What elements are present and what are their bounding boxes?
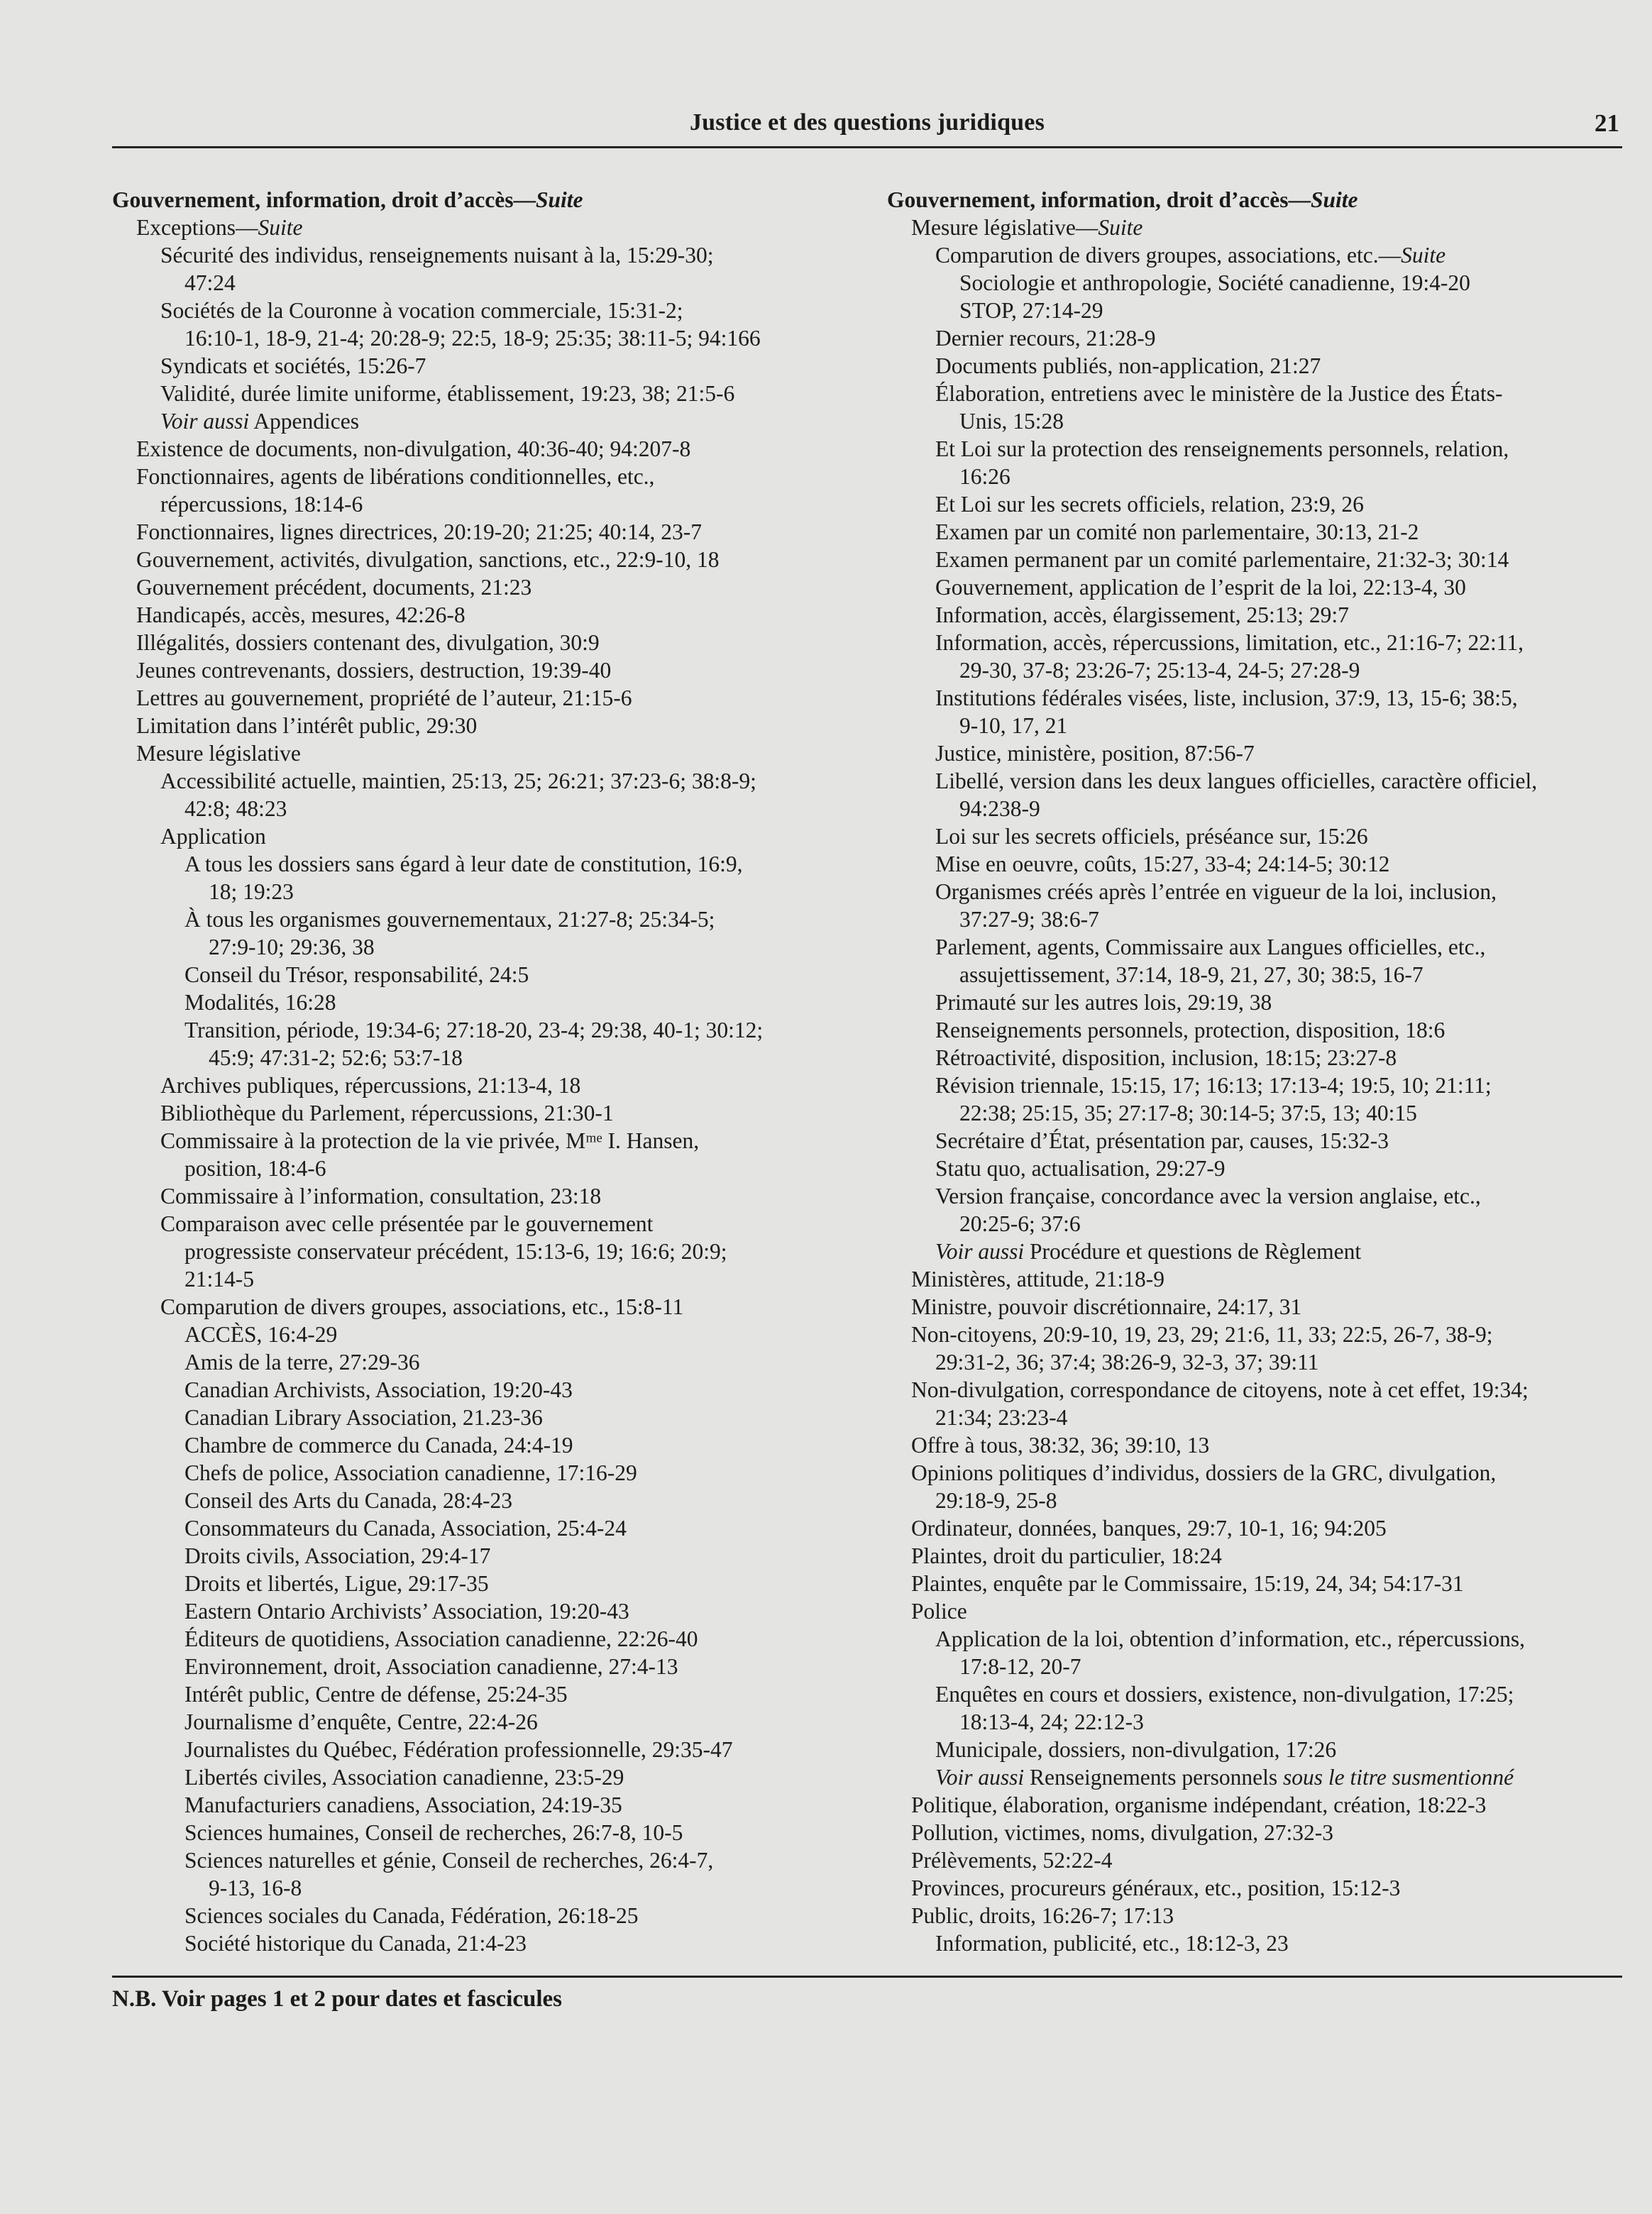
index-entry <box>887 1846 1618 1874</box>
entry-text: Limitation dans l’intérêt public, 29:30 <box>136 713 478 738</box>
index-entry <box>112 1431 879 1459</box>
index-entry <box>112 463 879 490</box>
index-entry <box>112 297 879 324</box>
entry-text: Dernier recours, 21:28-9 <box>935 326 1156 351</box>
see-also-label: Voir aussi <box>935 1239 1025 1264</box>
entry-text: Chefs de police, Association canadienne, 17:16-29 <box>185 1460 637 1485</box>
entry-text: Libertés civiles, Association canadienne, 23:5-29 <box>185 1765 624 1790</box>
entry-text: 17:8-12, 20-7 <box>959 1654 1081 1679</box>
index-entry <box>887 933 1618 961</box>
index-entry <box>112 1902 879 1929</box>
entry-text: Éditeurs de quotidiens, Association canadienne, 22:26-40 <box>185 1626 698 1651</box>
entry-text: Statu quo, actualisation, 29:27-9 <box>935 1156 1226 1181</box>
entry-text: Modalités, 16:28 <box>185 990 336 1015</box>
entry-text: Examen permanent par un comité parlementaire, 21:32-3; 30:14 <box>935 547 1509 572</box>
index-entry <box>887 1902 1618 1929</box>
left-index-column <box>112 186 879 1957</box>
entry-text: Organismes créés après l’entrée en vigueur de la loi, inclusion, <box>935 879 1497 904</box>
entry-text: Plaintes, droit du particulier, 18:24 <box>911 1543 1222 1568</box>
index-entry <box>887 1099 1618 1127</box>
index-entry <box>112 767 879 795</box>
index-entry <box>112 1155 879 1182</box>
index-entry <box>887 684 1618 712</box>
index-entry <box>887 1819 1618 1846</box>
entry-suffix: Suite <box>1098 215 1143 240</box>
index-entry <box>112 241 879 269</box>
index-entry <box>112 490 879 518</box>
entry-text: Gouvernement, information, droit d’accès— <box>887 187 1311 212</box>
entry-text: Mesure législative <box>136 741 301 766</box>
entry-text: Prélèvements, 52:22-4 <box>911 1848 1113 1873</box>
entry-text: Non-divulgation, correspondance de citoyens, note à cet effet, 19:34; <box>911 1377 1529 1402</box>
entry-text: position, 18:4-6 <box>185 1156 326 1181</box>
index-entry <box>112 380 879 407</box>
index-entry <box>887 1625 1618 1653</box>
index-entry <box>112 1099 879 1127</box>
entry-text: Comparution de divers groupes, associations, etc., 15:8-11 <box>160 1294 684 1319</box>
entry-text: 21:14-5 <box>185 1267 254 1292</box>
index-entry <box>112 1210 879 1238</box>
entry-text: 45:9; 47:31-2; 52:6; 53:7-18 <box>209 1045 463 1070</box>
index-entry <box>112 1127 879 1155</box>
entry-text: Municipale, dossiers, non-divulgation, 17:26 <box>935 1737 1337 1762</box>
index-entry <box>887 407 1618 435</box>
footnote: N.B. Voir pages 1 et 2 pour dates et fascicules <box>112 1986 563 2012</box>
entry-text: Sciences naturelles et génie, Conseil de recherches, 26:4-7, <box>185 1848 714 1873</box>
index-entry <box>887 822 1618 850</box>
index-entry <box>112 573 879 601</box>
index-entry <box>112 739 879 767</box>
running-title: Justice et des questions juridiques <box>689 109 1045 136</box>
entry-text: Renseignements personnels, protection, disposition, 18:6 <box>935 1018 1446 1042</box>
entry-text: 21:34; 23:23-4 <box>935 1405 1068 1430</box>
index-entry <box>112 1653 879 1680</box>
see-also-label: Voir aussi <box>935 1765 1025 1790</box>
entry-text: 29:18-9, 25-8 <box>935 1488 1057 1513</box>
index-entry <box>887 1238 1618 1265</box>
entry-text: STOP, 27:14-29 <box>959 298 1103 323</box>
entry-text: ACCÈS, 16:4-29 <box>185 1322 338 1347</box>
entry-text: Information, publicité, etc., 18:12-3, 23 <box>935 1931 1289 1956</box>
index-entry <box>887 324 1618 352</box>
entry-text: Élaboration, entretiens avec le ministère de la Justice des États- <box>935 381 1503 406</box>
entry-text: Consommateurs du Canada, Association, 25:4-24 <box>185 1516 627 1541</box>
index-entry <box>887 629 1618 656</box>
index-entry <box>112 546 879 573</box>
index-entry <box>887 1653 1618 1680</box>
entry-text: Information, accès, répercussions, limitation, etc., 21:16-7; 22:11, <box>935 630 1524 655</box>
entry-text: Commissaire à l’information, consultation, 23:18 <box>160 1184 602 1208</box>
index-entry <box>887 850 1618 878</box>
index-entry <box>112 988 879 1016</box>
index-entry <box>112 186 879 214</box>
entry-text: Journalisme d’enquête, Centre, 22:4-26 <box>185 1709 538 1734</box>
index-entry <box>887 1404 1618 1431</box>
entry-text: Politique, élaboration, organisme indépendant, création, 18:22-3 <box>911 1792 1487 1817</box>
entry-text: 9-10, 17, 21 <box>959 713 1068 738</box>
index-entry <box>887 269 1618 297</box>
index-entry <box>112 407 879 435</box>
index-entry <box>112 1238 879 1265</box>
entry-text: Gouvernement, application de l’esprit de la loi, 22:13-4, 30 <box>935 575 1466 600</box>
index-entry <box>887 1016 1618 1044</box>
entry-text: Plaintes, enquête par le Commissaire, 15:19, 24, 34; 54:17-31 <box>911 1571 1464 1596</box>
index-entry <box>112 269 879 297</box>
entry-text: Rétroactivité, disposition, inclusion, 18:15; 23:27-8 <box>935 1045 1397 1070</box>
entry-suffix: Suite <box>535 187 583 212</box>
index-entry <box>887 1265 1618 1293</box>
entry-text: Information, accès, élargissement, 25:13; 29:7 <box>935 602 1349 627</box>
entry-text: Justice, ministère, position, 87:56-7 <box>935 741 1255 766</box>
entry-text: Unis, 15:28 <box>959 409 1064 434</box>
index-entry <box>112 1321 879 1348</box>
index-entry <box>112 850 879 878</box>
entry-text: Gouvernement, activités, divulgation, sanctions, etc., 22:9-10, 18 <box>136 547 720 572</box>
entry-text: Existence de documents, non-divulgation, 40:36-40; 94:207-8 <box>136 436 691 461</box>
entry-text: Secrétaire d’État, présentation par, causes, 15:32-3 <box>935 1128 1389 1153</box>
entry-suffix: Suite <box>1310 187 1358 212</box>
index-entry <box>887 739 1618 767</box>
entry-text: Intérêt public, Centre de défense, 25:24-35 <box>185 1682 568 1707</box>
index-entry <box>112 1293 879 1321</box>
entry-text: Sciences sociales du Canada, Fédération, 26:18-25 <box>185 1903 639 1928</box>
index-entry <box>887 1680 1618 1708</box>
index-entry <box>887 1321 1618 1348</box>
entry-text: Droits civils, Association, 29:4-17 <box>185 1543 491 1568</box>
index-entry <box>887 1487 1618 1514</box>
entry-text: répercussions, 18:14-6 <box>160 492 363 517</box>
index-entry <box>887 656 1618 684</box>
index-entry <box>112 905 879 933</box>
index-entry <box>887 1763 1618 1791</box>
index-entry <box>887 186 1618 214</box>
entry-text: Offre à tous, 38:32, 36; 39:10, 13 <box>911 1433 1210 1458</box>
entry-text: 27:9-10; 29:36, 38 <box>209 935 375 959</box>
index-entry <box>112 1597 879 1625</box>
index-entry <box>887 1293 1618 1321</box>
right-index-column <box>887 186 1618 1957</box>
entry-text: Syndicats et sociétés, 15:26-7 <box>160 353 426 378</box>
entry-text: Pollution, victimes, noms, divulgation, 27:32-3 <box>911 1820 1333 1845</box>
index-entry <box>887 1376 1618 1404</box>
entry-text: Fonctionnaires, agents de libérations conditionnelles, etc., <box>136 464 655 489</box>
entry-text: A tous les dossiers sans égard à leur date de constitution, 16:9, <box>185 852 743 876</box>
entry-text: Et Loi sur les secrets officiels, relation, 23:9, 26 <box>935 492 1364 517</box>
index-entry <box>887 1597 1618 1625</box>
entry-text: Amis de la terre, 27:29-36 <box>185 1350 420 1375</box>
entry-text: Fonctionnaires, lignes directrices, 20:19-20; 21:25; 40:14, 23-7 <box>136 519 702 544</box>
entry-text: Sociologie et anthropologie, Société canadienne, 19:4-20 <box>959 270 1470 295</box>
entry-text: Examen par un comité non parlementaire, 30:13, 21-2 <box>935 519 1419 544</box>
index-entry <box>887 795 1618 822</box>
index-entry <box>887 435 1618 463</box>
entry-text: Accessibilité actuelle, maintien, 25:13, 25; 26:21; 37:23-6; 38:8-9; <box>160 769 756 793</box>
index-entry <box>112 1625 879 1653</box>
entry-text: Enquêtes en cours et dossiers, existence, non-divulgation, 17:25; <box>935 1682 1514 1707</box>
entry-text: Ordinateur, données, banques, 29:7, 10-1, 16; 94:205 <box>911 1516 1387 1541</box>
entry-text: Procédure et questions de Règlement <box>1024 1239 1362 1264</box>
entry-suffix: Suite <box>258 215 303 240</box>
index-entry <box>887 380 1618 407</box>
index-entry <box>112 1874 879 1902</box>
index-entry <box>112 1072 879 1099</box>
index-entry <box>112 795 879 822</box>
entry-text: 42:8; 48:23 <box>185 796 287 821</box>
entry-text: Comparaison avec celle présentée par le gouvernement <box>160 1211 654 1236</box>
entry-text: Appendices <box>249 409 359 434</box>
page-number: 21 <box>1595 109 1619 137</box>
entry-text: 29:31-2, 36; 37:4; 38:26-9, 32-3, 37; 39:11 <box>935 1350 1319 1375</box>
entry-text: À tous les organismes gouvernementaux, 21:27-8; 25:34-5; <box>185 907 715 932</box>
entry-text: 18; 19:23 <box>209 879 294 904</box>
entry-text: Transition, période, 19:34-6; 27:18-20, 23-4; 29:38, 40-1; 30:12; <box>185 1018 764 1042</box>
entry-text: 47:24 <box>185 270 236 295</box>
entry-text: Et Loi sur la protection des renseignements personnels, relation, <box>935 436 1509 461</box>
entry-text: assujettissement, 37:14, 18-9, 21, 27, 30; 38:5, 16-7 <box>959 962 1424 987</box>
entry-text: Eastern Ontario Archivists’ Association, 19:20-43 <box>185 1599 629 1624</box>
entry-text: Loi sur les secrets officiels, préséance sur, 15:26 <box>935 824 1368 849</box>
index-entry <box>887 1929 1618 1957</box>
entry-text: Libellé, version dans les deux langues officielles, caractère officiel, <box>935 769 1538 793</box>
entry-text: Jeunes contrevenants, dossiers, destruction, 19:39-40 <box>136 658 612 683</box>
entry-text: Mesure législative— <box>911 215 1098 240</box>
entry-text: Lettres au gouvernement, propriété de l’auteur, 21:15-6 <box>136 685 632 710</box>
index-entry <box>887 712 1618 739</box>
entry-text: Ministre, pouvoir discrétionnaire, 24:17, 31 <box>911 1294 1302 1319</box>
entry-text: 29-30, 37-8; 23:26-7; 25:13-4, 24-5; 27:28-9 <box>959 658 1360 683</box>
index-entry <box>887 1182 1618 1210</box>
entry-text: Public, droits, 16:26-7; 17:13 <box>911 1903 1174 1928</box>
index-entry <box>112 684 879 712</box>
entry-text: Documents publiés, non-application, 21:27 <box>935 353 1321 378</box>
index-entry <box>112 1791 879 1819</box>
index-entry <box>887 573 1618 601</box>
index-entry <box>112 1680 879 1708</box>
entry-text: Société historique du Canada, 21:4-23 <box>185 1931 527 1956</box>
index-entry <box>887 988 1618 1016</box>
entry-text: Police <box>911 1599 967 1624</box>
entry-text: Journalistes du Québec, Fédération professionnelle, 29:35-47 <box>185 1737 733 1762</box>
entry-text: Application de la loi, obtention d’information, etc., répercussions, <box>935 1626 1526 1651</box>
index-entry <box>887 214 1618 241</box>
entry-text: Institutions fédérales visées, liste, inclusion, 37:9, 13, 15-6; 38:5, <box>935 685 1518 710</box>
index-entry <box>887 490 1618 518</box>
index-entry <box>887 905 1618 933</box>
entry-text: Révision triennale, 15:15, 17; 16:13; 17:13-4; 19:5, 10; 21:11; <box>935 1073 1492 1098</box>
index-entry <box>112 1016 879 1044</box>
index-entry <box>112 435 879 463</box>
entry-text: Conseil du Trésor, responsabilité, 24:5 <box>185 962 529 987</box>
index-entry <box>887 1514 1618 1542</box>
entry-text: 20:25-6; 37:6 <box>959 1211 1081 1236</box>
entry-text: Parlement, agents, Commissaire aux Langues officielles, etc., <box>935 935 1486 959</box>
entry-text: Comparution de divers groupes, associations, etc.— <box>935 243 1402 268</box>
index-entry <box>887 297 1618 324</box>
index-entry <box>887 352 1618 380</box>
index-entry <box>887 1791 1618 1819</box>
index-entry <box>112 324 879 352</box>
index-entry <box>112 961 879 988</box>
entry-suffix: sous le titre susmentionné <box>1282 1765 1514 1790</box>
entry-text: Bibliothèque du Parlement, répercussions, 21:30-1 <box>160 1101 614 1125</box>
entry-text: 16:26 <box>959 464 1011 489</box>
index-entry <box>112 1459 879 1487</box>
index-entry <box>112 1929 879 1957</box>
entry-text: Droits et libertés, Ligue, 29:17-35 <box>185 1571 489 1596</box>
entry-text: Application <box>160 824 266 849</box>
index-entry <box>887 1459 1618 1487</box>
page-header <box>112 106 1622 148</box>
index-entry <box>887 1210 1618 1238</box>
index-entry <box>887 1348 1618 1376</box>
index-entry <box>887 1155 1618 1182</box>
index-entry <box>112 878 879 905</box>
index-entry <box>887 546 1618 573</box>
index-entry <box>112 1265 879 1293</box>
index-entry <box>112 656 879 684</box>
entry-text: Exceptions— <box>136 215 258 240</box>
index-entry <box>112 629 879 656</box>
entry-text: Chambre de commerce du Canada, 24:4-19 <box>185 1433 573 1458</box>
entry-text: Canadian Archivists, Association, 19:20-43 <box>185 1377 573 1402</box>
index-entry <box>112 1348 879 1376</box>
index-entry <box>112 1044 879 1072</box>
index-entry <box>887 463 1618 490</box>
entry-text: Illégalités, dossiers contenant des, divulgation, 30:9 <box>136 630 600 655</box>
index-entry <box>887 1736 1618 1763</box>
index-entry <box>112 352 879 380</box>
index-entry <box>112 1819 879 1846</box>
index-entry <box>887 518 1618 546</box>
index-entry <box>887 1127 1618 1155</box>
entry-text: progressiste conservateur précédent, 15:13-6, 19; 16:6; 20:9; <box>185 1239 727 1264</box>
index-entry <box>112 1846 879 1874</box>
index-entry <box>887 1072 1618 1099</box>
entry-text: Gouvernement précédent, documents, 21:23 <box>136 575 532 600</box>
index-entry <box>887 241 1618 269</box>
entry-text: 18:13-4, 24; 22:12-3 <box>959 1709 1144 1734</box>
entry-text: Archives publiques, répercussions, 21:13-4, 18 <box>160 1073 581 1098</box>
index-entry <box>112 1487 879 1514</box>
entry-text: Opinions politiques d’individus, dossiers de la GRC, divulgation, <box>911 1460 1497 1485</box>
entry-text: 94:238-9 <box>959 796 1040 821</box>
entry-text: Conseil des Arts du Canada, 28:4-23 <box>185 1488 512 1513</box>
entry-text: Canadian Library Association, 21.23-36 <box>185 1405 543 1430</box>
entry-text: Sociétés de la Couronne à vocation commerciale, 15:31-2; <box>160 298 683 323</box>
index-entry <box>887 1542 1618 1570</box>
index-entry <box>112 1736 879 1763</box>
entry-text: 22:38; 25:15, 35; 27:17-8; 30:14-5; 37:5, 13; 40:15 <box>959 1101 1417 1125</box>
index-entry <box>112 214 879 241</box>
entry-text: Commissaire à la protection de la vie privée, Mᵐᵉ I. Hansen, <box>160 1128 700 1153</box>
index-entry <box>112 822 879 850</box>
entry-text: Handicapés, accès, mesures, 42:26-8 <box>136 602 466 627</box>
index-entry <box>112 933 879 961</box>
entry-text: Ministères, attitude, 21:18-9 <box>911 1267 1164 1292</box>
entry-text: Sécurité des individus, renseignements nuisant à la, 15:29-30; <box>160 243 714 268</box>
index-entry <box>887 1431 1618 1459</box>
entry-text: 37:27-9; 38:6-7 <box>959 907 1099 932</box>
index-entry <box>887 1044 1618 1072</box>
entry-text: Non-citoyens, 20:9-10, 19, 23, 29; 21:6, 11, 33; 22:5, 26-7, 38-9; <box>911 1322 1493 1347</box>
entry-text: Provinces, procureurs généraux, etc., position, 15:12-3 <box>911 1876 1401 1900</box>
index-entry <box>887 601 1618 629</box>
index-entry <box>112 712 879 739</box>
index-entry <box>887 767 1618 795</box>
entry-text: Gouvernement, information, droit d’accès— <box>112 187 536 212</box>
index-entry <box>887 878 1618 905</box>
index-entry <box>112 1376 879 1404</box>
index-entry <box>112 1708 879 1736</box>
entry-text: 9-13, 16-8 <box>209 1876 302 1900</box>
entry-text: Version française, concordance avec la version anglaise, etc., <box>935 1184 1481 1208</box>
see-also-label: Voir aussi <box>160 409 250 434</box>
index-entry <box>112 1514 879 1542</box>
entry-text: Primauté sur les autres lois, 29:19, 38 <box>935 990 1272 1015</box>
index-entry <box>112 1570 879 1597</box>
entry-text: Validité, durée limite uniforme, établissement, 19:23, 38; 21:5-6 <box>160 381 735 406</box>
entry-text: Renseignements personnels <box>1024 1765 1283 1790</box>
page-footer <box>112 1976 1622 2012</box>
index-entry <box>887 1874 1618 1902</box>
index-entry <box>112 601 879 629</box>
index-entry <box>112 1182 879 1210</box>
entry-text: Mise en oeuvre, coûts, 15:27, 33-4; 24:14-5; 30:12 <box>935 852 1390 876</box>
entry-text: Environnement, droit, Association canadienne, 27:4-13 <box>185 1654 678 1679</box>
index-entry <box>112 518 879 546</box>
index-entry <box>112 1404 879 1431</box>
index-entry <box>887 1708 1618 1736</box>
index-entry <box>887 961 1618 988</box>
entry-suffix: Suite <box>1401 243 1446 268</box>
entry-text: 16:10-1, 18-9, 21-4; 20:28-9; 22:5, 18-9; 25:35; 38:11-5; 94:166 <box>185 326 761 351</box>
index-entry <box>112 1542 879 1570</box>
entry-text: Manufacturiers canadiens, Association, 24:19-35 <box>185 1792 622 1817</box>
index-entry <box>887 1570 1618 1597</box>
entry-text: Sciences humaines, Conseil de recherches, 26:7-8, 10-5 <box>185 1820 683 1845</box>
index-entry <box>112 1763 879 1791</box>
